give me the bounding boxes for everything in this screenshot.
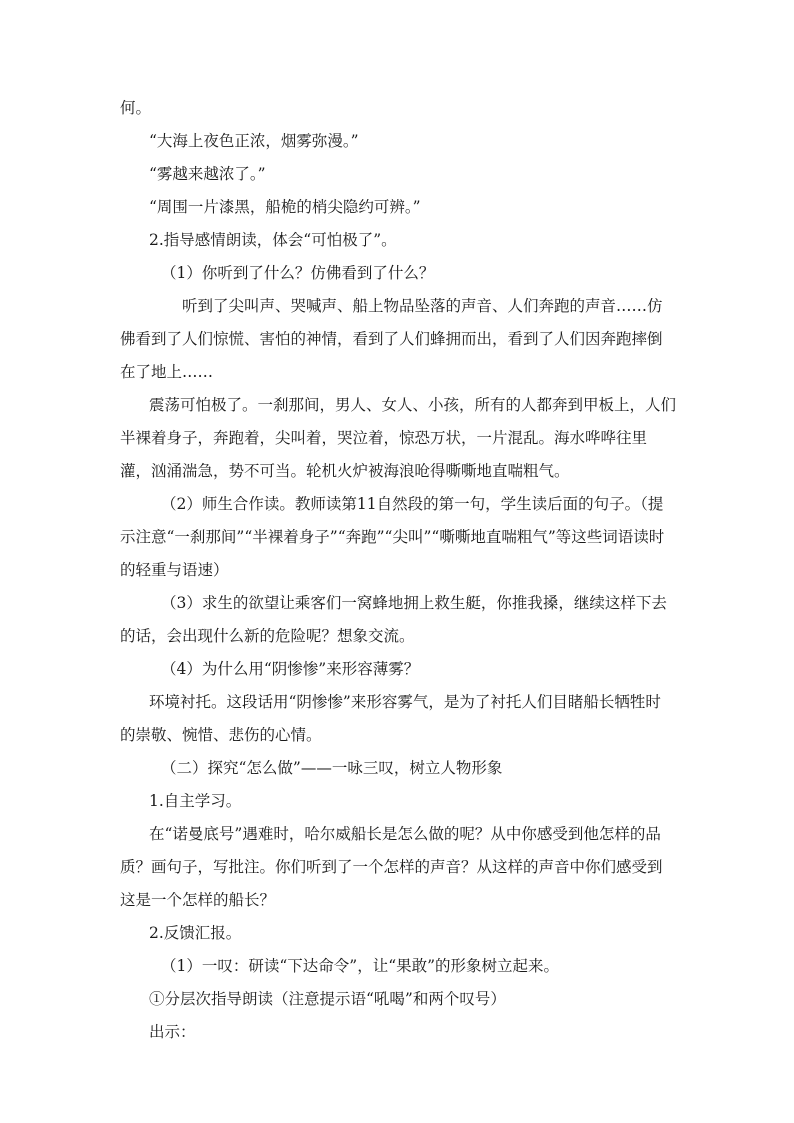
- paragraph-14: 1.自主学习。: [149, 792, 242, 810]
- paragraph-12: 环境衬托。这段话用“阴惨惨”来形容雾气，是为了衬托人们目睹船长牺牲时的崇敬、惋惜、悲伤的心情。: [120, 693, 661, 744]
- paragraph-17: （1）一叹：研读“下达命令”，让“果敢”的形象树立起来。: [161, 957, 560, 975]
- paragraph-11: （4）为什么用“阴惨惨”来形容薄雾？: [161, 660, 420, 678]
- paragraph-4: “周围一片漆黑，船桅的梢尖隐约可辨。”: [149, 198, 421, 216]
- paragraph-7: 听到了尖叫声、哭喊声、船上物品坠落的声音、人们奔跑的声音……仿佛看到了人们惊慌、害怕的神情，看到了人们蜂拥而出，看到了人们因奔跑摔倒在了地上……: [120, 297, 663, 381]
- document-page: [120, 92, 676, 1049]
- paragraph-18: ①分层次指导朗读（注意提示语“吼喝”和两个叹号）: [149, 990, 506, 1008]
- paragraph-3: “雾越来越浓了。”: [149, 165, 266, 183]
- paragraph-8: 震荡可怕极了。一刹那间，男人、女人、小孩，所有的人都奔到甲板上，人们半裸着身子，奔跑着，尖叫着，哭泣着，惊恐万状，一片混乱。海水哗哗往里灌，汹涌湍急，势不可当。轮机火炉被海浪呛得嘶嘶地直喘粗气。: [120, 396, 677, 480]
- paragraph-1: 何。: [120, 99, 152, 117]
- paragraph-19: 出示：: [149, 1023, 196, 1041]
- paragraph-10: （3）求生的欲望让乘客们一窝蜂地拥上救生艇，你推我搡，继续这样下去的话，会出现什么新的危险呢？想象交流。: [120, 594, 667, 645]
- paragraph-13: （二）探究“怎么做”——一咏三叹，树立人物形象: [161, 759, 503, 777]
- paragraph-15: 在“诺曼底号”遇难时，哈尔威船长是怎么做的呢？从中你感受到他怎样的品质？画句子，写批注。你们听到了一个怎样的声音？从这样的声音中你们感受到这是一个怎样的船长？: [120, 825, 663, 909]
- paragraph-2: “大海上夜色正浓，烟雾弥漫。”: [149, 132, 359, 150]
- paragraph-16: 2.反馈汇报。: [149, 924, 242, 942]
- paragraph-6: （1）你听到了什么？仿佛看到了什么？: [161, 264, 435, 282]
- paragraph-9: （2）师生合作读。教师读第11自然段的第一句，学生读后面的句子。（提示注意“一刹那间”“半裸着身子”“奔跑”“尖叫”“嘶嘶地直喘粗气”等这些词语读时的轻重与语速）: [120, 495, 665, 579]
- paragraph-5: 2.指导感情朗读，体会“可怕极了”。: [149, 231, 397, 249]
